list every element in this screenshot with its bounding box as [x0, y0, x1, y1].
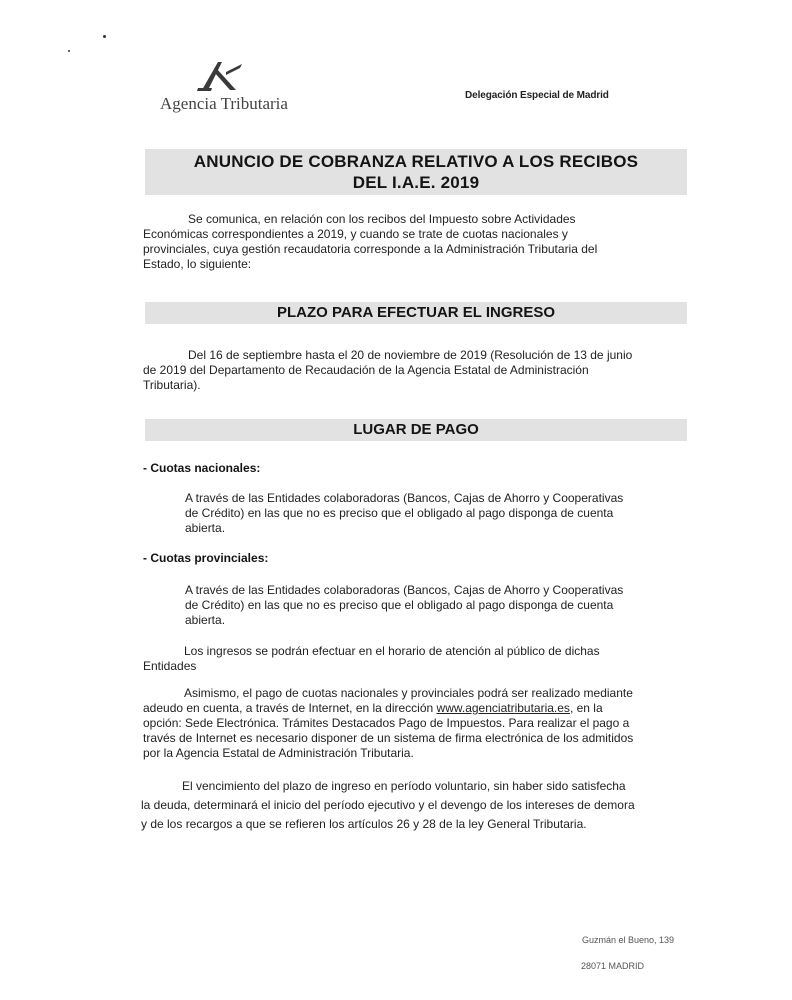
plazo-line: Tributaria).: [143, 378, 201, 392]
title-line-1: ANUNCIO DE COBRANZA RELATIVO A LOS RECIBOS: [193, 152, 639, 171]
nacionales-line: A través de las Entidades colaboradoras (Bancos, Cajas de Ahorro y Cooperativas: [185, 491, 624, 505]
delegacion-label: Delegación Especial de Madrid: [465, 90, 609, 101]
vencimiento-line: la deuda, determinará el inicio del período ejecutivo y el devengo de los intereses de demora: [141, 798, 635, 812]
internet-line-text: adeudo en cuenta, a través de Internet, en la dirección: [143, 701, 437, 715]
horario-paragraph: [143, 644, 685, 674]
horario-line: Entidades: [143, 659, 197, 673]
intro-line: provinciales, cuya gestión recaudatoria corresponde a la Administración Tributaria del: [143, 242, 598, 256]
title-line-2: DEL I.A.E. 2019: [352, 173, 480, 192]
nacionales-paragraph: [185, 491, 685, 536]
plazo-paragraph: [143, 348, 685, 393]
internet-line: Asimismo, el pago de cuotas nacionales y provinciales podrá ser realizado mediante: [184, 686, 633, 700]
provinciales-paragraph: [185, 583, 685, 628]
plazo-line: de 2019 del Departamento de Recaudación de la Agencia Estatal de Administración: [143, 363, 589, 377]
vencimiento-line: El vencimiento del plazo de ingreso en período voluntario, sin haber sido satisfecha: [182, 779, 626, 793]
footer-city: 28071 MADRID: [581, 961, 645, 971]
agenciatributaria-link[interactable]: www.agenciatributaria.es: [436, 701, 570, 715]
logo-text: Agencia Tributaria: [160, 94, 288, 113]
intro-line: Estado, lo siguiente:: [143, 257, 252, 271]
scan-speck: [68, 50, 70, 52]
section-heading-text: PLAZO PARA EFECTUAR EL INGRESO: [276, 304, 556, 321]
internet-paragraph: [143, 686, 688, 761]
internet-line: opción: Sede Electrónica. Trámites Destacados Pago de Impuestos. Para realizar el pago a: [143, 716, 630, 730]
nacionales-line: de Crédito) en las que no es preciso que el obligado al pago disponga de cuenta: [185, 506, 614, 520]
section-heading-lugar: [145, 419, 687, 441]
intro-line: Económicas correspondientes a 2019, y cuando se trate de cuotas nacionales y: [143, 227, 568, 241]
vencimiento-paragraph: [141, 777, 686, 834]
scan-speck: [103, 35, 106, 38]
footer-address: Guzmán el Bueno, 139: [582, 935, 675, 945]
horario-line: Los ingresos se podrán efectuar en el horario de atención al público de dichas: [184, 644, 600, 658]
intro-line: Se comunica, en relación con los recibos del Impuesto sobre Actividades: [188, 212, 576, 226]
nacionales-line: abierta.: [185, 521, 226, 535]
provinciales-line: abierta.: [185, 613, 226, 627]
agencia-tributaria-emblem-icon: [196, 58, 246, 92]
internet-line-text: , en la: [569, 701, 603, 715]
internet-line: [143, 701, 688, 716]
provinciales-line: A través de las Entidades colaboradoras (Bancos, Cajas de Ahorro y Cooperativas: [185, 583, 624, 597]
internet-line: través de Internet es necesario disponer de un sistema de firma electrónica de los admitidos: [143, 731, 634, 745]
agencia-tributaria-logo: [160, 58, 300, 118]
document-title: [145, 149, 687, 195]
vencimiento-line: y de los recargos a que se refieren los artículos 26 y 28 de la ley General Tributaria.: [141, 817, 587, 831]
internet-line: por la Agencia Estatal de Administración Tributaria.: [143, 746, 414, 760]
cuotas-provinciales-heading: - Cuotas provinciales:: [143, 551, 269, 565]
intro-paragraph: [143, 212, 685, 272]
section-heading-text: LUGAR DE PAGO: [353, 421, 479, 438]
cuotas-nacionales-heading: - Cuotas nacionales:: [143, 461, 261, 475]
section-heading-plazo: [145, 302, 687, 324]
provinciales-line: de Crédito) en las que no es preciso que el obligado al pago disponga de cuenta: [185, 598, 614, 612]
plazo-line: Del 16 de septiembre hasta el 20 de noviembre de 2019 (Resolución de 13 de junio: [188, 348, 633, 362]
